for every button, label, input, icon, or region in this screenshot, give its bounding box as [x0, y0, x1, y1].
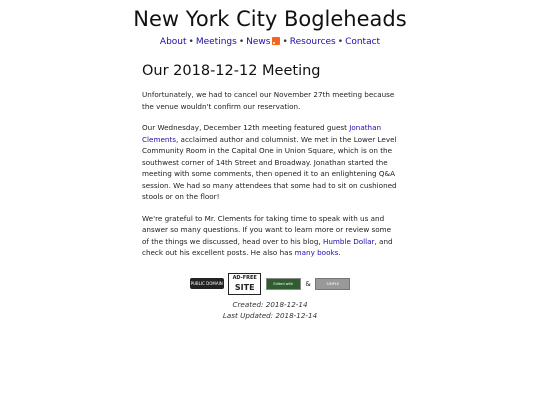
humble-dollar-link[interactable]: Humble Dollar [322, 236, 375, 246]
nav-separator: • [188, 37, 194, 47]
paragraph-meeting-summary [142, 122, 398, 203]
created-date: Created: 2018-12-14 [232, 299, 308, 309]
site-label: SITE [234, 282, 255, 292]
paragraph-thanks [142, 213, 398, 259]
page-dates [0, 299, 540, 321]
nav-separator: • [238, 37, 245, 47]
edited-with-badge[interactable] [266, 278, 301, 290]
simple-label: SIMPLE [326, 281, 340, 286]
edited-with-label: Edited with [273, 281, 294, 286]
site-title: New York City Bogleheads [133, 7, 407, 31]
text-segment: , acclaimed author and columnist. We met in the Lower Level Community Room in the Capital One in Union Square, which is on the southwest corner of 14th Street and Broadway. Jonathan started the meeting with some comments, then opened it to an enlightening Q&A session. We had so many attendees that some had to sit on cushioned stools or on the floor! [142, 134, 397, 201]
nav-about-link[interactable]: About [159, 37, 187, 47]
nav-resources-link[interactable]: Resources [289, 37, 336, 47]
main-nav [0, 35, 540, 49]
text-segment: Our Wednesday, December 12th meeting featured guest [142, 123, 350, 132]
nav-news-link[interactable]: News [246, 37, 271, 47]
text-segment: We're grateful to Mr. Clements for taking time to speak with us and answer so many questions. If you want to learn more or review some of the things we discussed, head over to his blog, [142, 213, 392, 246]
jonathan-clements-link[interactable]: Jonathan Clements [142, 123, 382, 144]
nav-separator: • [282, 37, 288, 47]
public-domain-badge[interactable] [190, 278, 224, 289]
last-updated-date: Last Updated: 2018-12-14 [222, 310, 318, 320]
nav-contact-link[interactable]: Contact [345, 37, 381, 47]
public-domain-label: PUBLIC DOMAIN [190, 281, 223, 286]
ad-free-site-badge[interactable] [228, 273, 261, 295]
ampersand: & [305, 279, 311, 288]
article-heading: Our 2018-12-12 Meeting [142, 63, 321, 79]
text-segment: . [338, 248, 341, 257]
many-books-link[interactable]: many books [294, 248, 339, 257]
article [142, 63, 398, 259]
paragraph-cancellation: Unfortunately, we had to cancel our November 27th meeting because the venue wouldn't confirm our reservation. [142, 90, 395, 111]
nav-meetings-link[interactable]: Meetings [195, 37, 237, 47]
simple-badge[interactable] [315, 278, 350, 290]
nav-separator: • [337, 37, 344, 47]
badge-row [0, 273, 540, 295]
ad-free-label: AD-FREE [232, 274, 257, 281]
text-segment: , and check out his excellent posts. He also has [142, 236, 393, 257]
rss-icon[interactable] [272, 37, 280, 45]
